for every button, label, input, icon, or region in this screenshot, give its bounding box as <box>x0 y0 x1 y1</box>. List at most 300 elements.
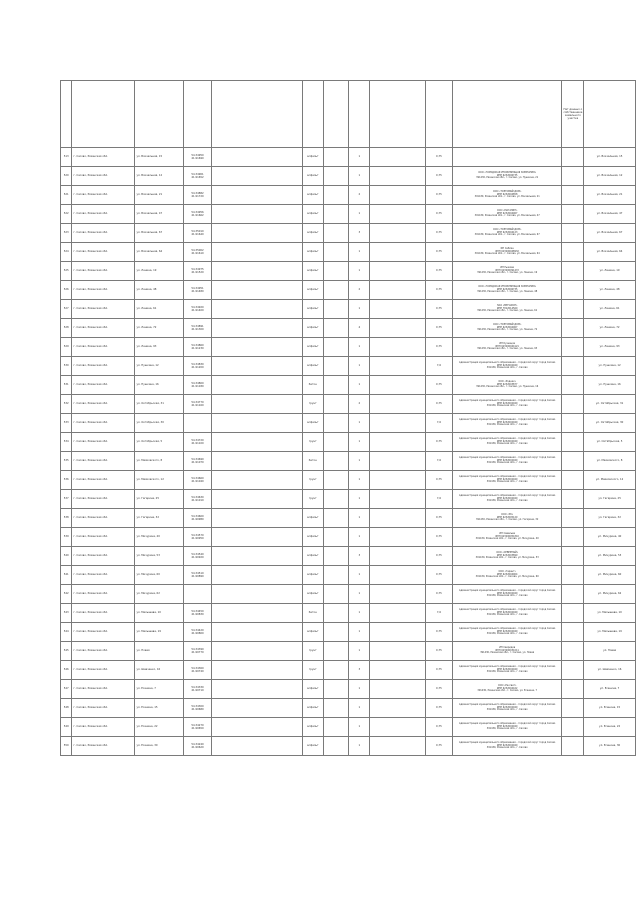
blank-cell <box>370 319 426 338</box>
count-cell: 1 <box>349 243 370 262</box>
count-cell: 1 <box>349 680 370 699</box>
map-link-cell[interactable] <box>211 452 302 471</box>
blank-cell <box>370 224 426 243</box>
table-row <box>61 148 636 167</box>
row-number: 524 <box>61 243 72 262</box>
empty-cell <box>562 167 584 186</box>
coordinates-cell: 54.35010 41.91640 <box>184 224 212 243</box>
map-link-cell[interactable] <box>211 623 302 642</box>
coordinates-cell: 54.34450 41.90830 <box>184 604 212 623</box>
empty-cell <box>562 490 584 509</box>
owner-cell: ООО «ТОРГОВЫЙ ДОМ» ИНН 6232004858 391430, Рязанская обл., г. Сасово, ул. Вокзальная, 21 <box>452 186 562 205</box>
map-link-cell[interactable] <box>211 471 302 490</box>
map-link-cell[interactable] <box>211 433 302 452</box>
coordinates-cell: 54.34882 41.91720 <box>184 186 212 205</box>
map-link-cell[interactable] <box>211 661 302 680</box>
source-cell: ул. Вокзальная, 67 <box>584 224 636 243</box>
count-cell: 1 <box>349 433 370 452</box>
source-cell: ул. Есенина, 22 <box>584 718 636 737</box>
row-number: 523 <box>61 224 72 243</box>
surface-cell: асфальт <box>302 338 323 357</box>
map-link-cell[interactable] <box>211 395 302 414</box>
street-cell: ул. Ленина, 72 <box>135 319 184 338</box>
location-cell: г. Сасово, Рязанская обл. <box>72 167 135 186</box>
table-row <box>61 167 636 186</box>
surface-cell: асфальт <box>302 224 323 243</box>
table-row <box>61 414 636 433</box>
area-cell <box>323 148 349 167</box>
source-cell: ул. Ленина, 61 <box>584 300 636 319</box>
area-cell <box>323 452 349 471</box>
location-cell: г. Сасово, Рязанская обл. <box>72 148 135 167</box>
table-row <box>61 262 636 281</box>
map-link-cell[interactable] <box>211 604 302 623</box>
owner-cell: ИП Свиридов ИНН 623200031011 391430, Рязанская обл., г. Сасово, ул. Новая <box>452 642 562 661</box>
blank-cell <box>370 262 426 281</box>
blank-cell <box>370 680 426 699</box>
area-cell <box>323 566 349 585</box>
row-number: 544 <box>61 623 72 642</box>
surface-cell: бетон <box>302 376 323 395</box>
empty-cell <box>562 224 584 243</box>
coordinates-cell: 54.34830 41.91200 <box>184 357 212 376</box>
map-link-cell[interactable] <box>211 186 302 205</box>
row-number: 532 <box>61 395 72 414</box>
coordinates-cell: 54.34660 41.91040 <box>184 471 212 490</box>
empty-cell <box>562 186 584 205</box>
volume-cell: 0,75 <box>426 699 453 718</box>
coordinates-cell: 54.34920 41.91400 <box>184 300 212 319</box>
table-row <box>61 604 636 623</box>
source-cell: ул. Вокзальная, 15 <box>584 148 636 167</box>
source-cell: ул. Ленина, 19 <box>584 262 636 281</box>
street-cell: ул. Малышева, 10 <box>135 604 184 623</box>
owner-cell: Администрация муниципального образования – городской округ город Сасово ИНН 6232002040 391430, Рязанская обл., г. Сасово <box>452 585 562 604</box>
area-cell <box>323 528 349 547</box>
owner-cell: Администрация муниципального образования – городской округ город Сасово ИНН 6232002040 391430, Рязанская обл., г. Сасово <box>452 414 562 433</box>
count-cell: 1 <box>349 528 370 547</box>
count-cell: 2 <box>349 281 370 300</box>
row-number: 531 <box>61 376 72 395</box>
owner-cell: ООО «МАГАЗИН» ИНН 6232004967 391430, Рязанская обл., г. Сасово, ул. Вокзальная, 47 <box>452 205 562 224</box>
volume-cell: 7,6 <box>426 604 453 623</box>
row-number: 549 <box>61 718 72 737</box>
empty-cell <box>562 452 584 471</box>
map-link-cell[interactable] <box>211 357 302 376</box>
blank-cell <box>370 376 426 395</box>
source-cell: ул. Вокзальная, 47 <box>584 205 636 224</box>
row-number: 548 <box>61 699 72 718</box>
table-row <box>61 395 636 414</box>
row-number: 521 <box>61 186 72 205</box>
count-cell: 1 <box>349 718 370 737</box>
owner-cell: ООО «ТОРГОВЫЙ ДОМ» ИНН 6232004123 391430, Рязанская обл., г. Сасово, ул. Вокзальная, 67 <box>452 224 562 243</box>
area-cell <box>323 509 349 528</box>
volume-cell: 0,75 <box>426 376 453 395</box>
empty-cell <box>562 433 584 452</box>
location-cell: г. Сасово, Рязанская обл. <box>72 471 135 490</box>
surface-cell: асфальт <box>302 148 323 167</box>
street-cell: ул. Октябрьская, 5 <box>135 433 184 452</box>
empty-cell <box>562 623 584 642</box>
area-cell <box>323 186 349 205</box>
map-link-cell[interactable] <box>211 490 302 509</box>
blank-cell <box>370 585 426 604</box>
map-link-cell[interactable] <box>211 148 302 167</box>
count-cell: 2 <box>349 395 370 414</box>
volume-cell: 0,75 <box>426 243 453 262</box>
volume-cell: 7,6 <box>426 357 453 376</box>
empty-cell <box>562 243 584 262</box>
map-link-cell[interactable] <box>211 699 302 718</box>
volume-cell: 0,75 <box>426 205 453 224</box>
coordinates-cell: 54.34690 41.91070 <box>184 452 212 471</box>
blank-cell <box>370 528 426 547</box>
row-number: 546 <box>61 661 72 680</box>
coordinates-cell: 54.34510 41.90890 <box>184 566 212 585</box>
source-cell: ул. Есенина, 30 <box>584 737 636 756</box>
table-row <box>61 300 636 319</box>
street-cell: ул. Вокзальная, 21 <box>135 186 184 205</box>
row-number: 540 <box>61 547 72 566</box>
empty-cell <box>562 376 584 395</box>
map-link-cell[interactable] <box>211 585 302 604</box>
row-number: 530 <box>61 357 72 376</box>
table-row <box>61 661 636 680</box>
volume-cell: 0,75 <box>426 148 453 167</box>
table-row <box>61 509 636 528</box>
coordinates-cell: 54.34360 41.90740 <box>184 661 212 680</box>
count-cell: 1 <box>349 699 370 718</box>
surface-cell: асфальт <box>302 585 323 604</box>
blank-cell <box>370 148 426 167</box>
map-link-cell[interactable] <box>211 262 302 281</box>
empty-cell <box>562 680 584 699</box>
area-cell <box>323 300 349 319</box>
volume-cell: 0,75 <box>426 433 453 452</box>
street-cell: ул. Есенина, 15 <box>135 699 184 718</box>
blank-cell <box>370 642 426 661</box>
volume-cell: 0,75 <box>426 319 453 338</box>
map-link-cell[interactable] <box>211 566 302 585</box>
count-cell: 1 <box>349 357 370 376</box>
volume-cell: 0,75 <box>426 585 453 604</box>
source-cell: ул. Малышева, 10 <box>584 604 636 623</box>
volume-cell: 0,75 <box>426 471 453 490</box>
location-cell: г. Сасово, Рязанская обл. <box>72 490 135 509</box>
blank-cell <box>370 186 426 205</box>
count-cell: 1 <box>349 566 370 585</box>
surface-cell: асфальт <box>302 623 323 642</box>
table-row <box>61 471 636 490</box>
owner-cell: Администрация муниципального образования – городской округ город Сасово ИНН 6232002040 391430, Рязанская обл., г. Сасово <box>452 718 562 737</box>
empty-cell <box>562 262 584 281</box>
empty-cell <box>562 718 584 737</box>
source-cell: ул. Мичурина, 62 <box>584 585 636 604</box>
row-number: 535 <box>61 452 72 471</box>
header-row <box>61 81 636 148</box>
empty-cell <box>562 338 584 357</box>
row-number: 534 <box>61 433 72 452</box>
area-cell <box>323 224 349 243</box>
surface-cell: бетон <box>302 452 323 471</box>
count-cell: 1 <box>349 623 370 642</box>
blank-cell <box>370 433 426 452</box>
map-link-cell[interactable] <box>211 243 302 262</box>
row-number: 542 <box>61 585 72 604</box>
source-cell: ул. Гагарина, 25 <box>584 490 636 509</box>
volume-cell: 0,75 <box>426 167 453 186</box>
area-cell <box>323 205 349 224</box>
count-cell: 1 <box>349 471 370 490</box>
map-link-cell[interactable] <box>211 718 302 737</box>
surface-cell: асфальт <box>302 205 323 224</box>
table-row <box>61 224 636 243</box>
owner-cell: Администрация муниципального образования – городской округ город Сасово ИНН 6232002040 391430, Рязанская обл., г. Сасово <box>452 471 562 490</box>
map-link-cell[interactable] <box>211 224 302 243</box>
source-cell: ул. Вокзальная, 21 <box>584 186 636 205</box>
volume-cell: 0,75 <box>426 718 453 737</box>
source-cell: ул. Пушкина, 12 <box>584 357 636 376</box>
coordinates-cell: 54.34951 41.91480 <box>184 281 212 300</box>
location-cell: г. Сасово, Рязанская обл. <box>72 281 135 300</box>
row-number: 529 <box>61 338 72 357</box>
table-row <box>61 585 636 604</box>
count-cell: 4 <box>349 319 370 338</box>
source-cell: ул. Маяковского, 12 <box>584 471 636 490</box>
location-cell: г. Сасово, Рязанская обл. <box>72 509 135 528</box>
map-link-cell[interactable] <box>211 528 302 547</box>
blank-cell <box>370 205 426 224</box>
empty-cell <box>562 661 584 680</box>
row-number: 541 <box>61 566 72 585</box>
row-number: 550 <box>61 737 72 756</box>
street-cell: ул. Гагарина, 32 <box>135 509 184 528</box>
location-cell: г. Сасово, Рязанская обл. <box>72 642 135 661</box>
volume-cell: 0,75 <box>426 224 453 243</box>
street-cell: ул. Маяковского, 8 <box>135 452 184 471</box>
street-cell: ул. Мичурина, 40 <box>135 528 184 547</box>
map-link-cell[interactable] <box>211 319 302 338</box>
owner-cell: ООО «ГОРОДСКАЯ УПРАВЛЯЮЩАЯ КОМПАНИЯ» ИНН 6232006735 391430, Рязанская обл., г. Сасово, ул. Пушкина, 21 <box>452 167 562 186</box>
blank-cell <box>370 471 426 490</box>
location-cell: г. Сасово, Рязанская обл. <box>72 661 135 680</box>
surface-cell: асфальт <box>302 547 323 566</box>
location-cell: г. Сасово, Рязанская обл. <box>72 585 135 604</box>
area-cell <box>323 737 349 756</box>
street-cell: ул. Малышева, 19 <box>135 623 184 642</box>
surface-cell: бетон <box>302 604 323 623</box>
table-row <box>61 243 636 262</box>
area-cell <box>323 604 349 623</box>
empty-cell <box>562 300 584 319</box>
row-number: 547 <box>61 680 72 699</box>
map-link-cell[interactable] <box>211 167 302 186</box>
volume-cell: 7,6 <box>426 452 453 471</box>
blank-cell <box>370 300 426 319</box>
street-cell: ул. Маяковского, 12 <box>135 471 184 490</box>
blank-cell <box>370 395 426 414</box>
empty-cell <box>562 604 584 623</box>
source-cell: ул. Малышева, 19 <box>584 623 636 642</box>
row-number: 536 <box>61 471 72 490</box>
owner-cell: Администрация муниципального образования – городской округ город Сасово ИНН 6232002040 391430, Рязанская обл., г. Сасово <box>452 604 562 623</box>
location-cell: г. Сасово, Рязанская обл. <box>72 737 135 756</box>
street-cell: ул. Октябрьская, 30 <box>135 414 184 433</box>
owner-cell: Администрация муниципального образования – городской округ город Сасово ИНН 6232002040 391430, Рязанская обл., г. Сасово <box>452 357 562 376</box>
table-row <box>61 205 636 224</box>
surface-cell: грунт <box>302 433 323 452</box>
empty-cell <box>562 281 584 300</box>
register-table <box>60 80 636 756</box>
surface-cell: грунт <box>302 471 323 490</box>
volume-cell: 0,75 <box>426 281 453 300</box>
map-link-cell[interactable] <box>211 376 302 395</box>
table-row <box>61 680 636 699</box>
coordinates-cell: 54.34891 41.91300 <box>184 319 212 338</box>
volume-cell: 0,75 <box>426 547 453 566</box>
blank-cell <box>370 338 426 357</box>
count-cell: 1 <box>349 205 370 224</box>
coordinates-cell: 54.34600 41.90980 <box>184 509 212 528</box>
source-cell: ул. Октябрьская, 31 <box>584 395 636 414</box>
surface-cell: асфальт <box>302 718 323 737</box>
owner-cell: ИП Савельев ИНН 623200054310 391430, Рязанская обл., г. Сасово, ул. Мичурина, 40 <box>452 528 562 547</box>
coordinates-cell: 54.34720 41.91100 <box>184 433 212 452</box>
area-cell <box>323 357 349 376</box>
row-number: 526 <box>61 281 72 300</box>
map-link-cell[interactable] <box>211 509 302 528</box>
map-link-cell[interactable] <box>211 300 302 319</box>
source-cell: ул. Октябрьская, 30 <box>584 414 636 433</box>
map-link-cell[interactable] <box>211 642 302 661</box>
blank-cell <box>370 281 426 300</box>
table-row <box>61 718 636 737</box>
count-cell: 1 <box>349 338 370 357</box>
owner-cell: ИП Саблин ИНН 623200048932 391430, Рязанская обл., г. Сасово, ул. Вокзальная, 64 <box>452 243 562 262</box>
area-cell <box>323 642 349 661</box>
street-cell: ул. Есенина, 30 <box>135 737 184 756</box>
source-cell: ул. Октябрьская, 5 <box>584 433 636 452</box>
blank-cell <box>370 737 426 756</box>
empty-cell <box>562 205 584 224</box>
blank-cell <box>370 604 426 623</box>
map-link-cell[interactable] <box>211 680 302 699</box>
coordinates-cell: 54.34570 41.90950 <box>184 528 212 547</box>
street-cell: ул. Пушкина, 12 <box>135 357 184 376</box>
volume-cell: 0,75 <box>426 300 453 319</box>
surface-cell: асфальт <box>302 737 323 756</box>
table-row <box>61 452 636 471</box>
owner-cell: ООО «СЕВЕРНЫЙ» ИНН 6232003899 391430, Рязанская обл., г. Сасово, ул. Мичурина, 53 <box>452 547 562 566</box>
source-cell: ул. Вокзальная, 12 <box>584 167 636 186</box>
source-cell: ул. Пушкина, 16 <box>584 376 636 395</box>
surface-cell: асфальт <box>302 319 323 338</box>
row-number: 545 <box>61 642 72 661</box>
location-cell: г. Сасово, Рязанская обл. <box>72 262 135 281</box>
empty-cell <box>562 319 584 338</box>
owner-cell: ИП Рыжова ИНН 623200091472 391430, Рязанская обл., г. Сасово, ул. Ленина, 19 <box>452 262 562 281</box>
location-cell: г. Сасово, Рязанская обл. <box>72 604 135 623</box>
surface-cell: асфальт <box>302 357 323 376</box>
volume-cell: 0,75 <box>426 262 453 281</box>
source-cell: ул. Мичурина, 40 <box>584 528 636 547</box>
table-row <box>61 186 636 205</box>
surface-cell: асфальт <box>302 262 323 281</box>
source-cell: ул. Новая <box>584 642 636 661</box>
map-link-cell[interactable] <box>211 205 302 224</box>
owner-cell: ООО «Рассвет» ИНН 6232004422 391430, Рязанская обл., г. Сасово, ул. Есенина, 7 <box>452 680 562 699</box>
street-cell: ул. Мичурина, 62 <box>135 585 184 604</box>
street-cell: ул. Ленина, 93 <box>135 338 184 357</box>
location-cell: г. Сасово, Рязанская обл. <box>72 376 135 395</box>
count-cell: 1 <box>349 167 370 186</box>
table-row <box>61 357 636 376</box>
map-link-cell[interactable] <box>211 281 302 300</box>
area-cell <box>323 718 349 737</box>
street-cell: ул. Вокзальная, 64 <box>135 243 184 262</box>
owner-cell: ПАО «МЕГАФОН» ИНН 7812014560 391430, Рязанская обл., г. Сасово, ул. Ленина, 61 <box>452 300 562 319</box>
row-number: 538 <box>61 509 72 528</box>
map-link-cell[interactable] <box>211 338 302 357</box>
owner-note: Нет данных о собственнике земельного участка <box>562 81 584 148</box>
count-cell: 1 <box>349 737 370 756</box>
source-cell: ул. Ленина, 72 <box>584 319 636 338</box>
street-cell: ул. Ленина, 48 <box>135 281 184 300</box>
owner-cell: ООО «УК» ИНН 6232005120 391430, Рязанская обл., г. Сасово, ул. Гагарина, 32 <box>452 509 562 528</box>
blank-cell <box>370 452 426 471</box>
row-number: 533 <box>61 414 72 433</box>
count-cell: 1 <box>349 300 370 319</box>
volume-cell: 0,75 <box>426 661 453 680</box>
area-cell <box>323 490 349 509</box>
coordinates-cell: 54.34540 41.90920 <box>184 547 212 566</box>
source-cell: ул. Шевченко, 16 <box>584 661 636 680</box>
empty-cell <box>562 699 584 718</box>
area-cell <box>323 433 349 452</box>
count-cell: 2 <box>349 186 370 205</box>
location-cell: г. Сасово, Рязанская обл. <box>72 718 135 737</box>
count-cell: 1 <box>349 376 370 395</box>
blank-cell <box>370 623 426 642</box>
owner-cell: Администрация муниципального образования – городской округ город Сасово ИНН 6232002040 391430, Рязанская обл., г. Сасово <box>452 395 562 414</box>
surface-cell: асфальт <box>302 414 323 433</box>
area-cell <box>323 376 349 395</box>
area-cell <box>323 585 349 604</box>
surface-cell: асфальт <box>302 243 323 262</box>
empty-cell <box>562 471 584 490</box>
document-sheet <box>60 80 636 840</box>
table-row <box>61 737 636 756</box>
coordinates-cell: 54.35002 41.91610 <box>184 243 212 262</box>
surface-cell: грунт <box>302 490 323 509</box>
table-row <box>61 281 636 300</box>
source-cell: ул. Гагарина, 32 <box>584 509 636 528</box>
surface-cell: грунт <box>302 642 323 661</box>
area-cell <box>323 414 349 433</box>
street-cell: ул. Гагарина, 25 <box>135 490 184 509</box>
table-row <box>61 699 636 718</box>
coordinates-cell: 54.34240 41.90620 <box>184 737 212 756</box>
location-cell: г. Сасово, Рязанская обл. <box>72 319 135 338</box>
volume-cell: 7,6 <box>426 414 453 433</box>
table-row <box>61 547 636 566</box>
street-cell: ул. Мичурина, 60 <box>135 566 184 585</box>
map-link-cell[interactable] <box>211 547 302 566</box>
map-link-cell[interactable] <box>211 737 302 756</box>
coordinates-cell: 54.34630 41.91010 <box>184 490 212 509</box>
map-link-cell[interactable] <box>211 414 302 433</box>
